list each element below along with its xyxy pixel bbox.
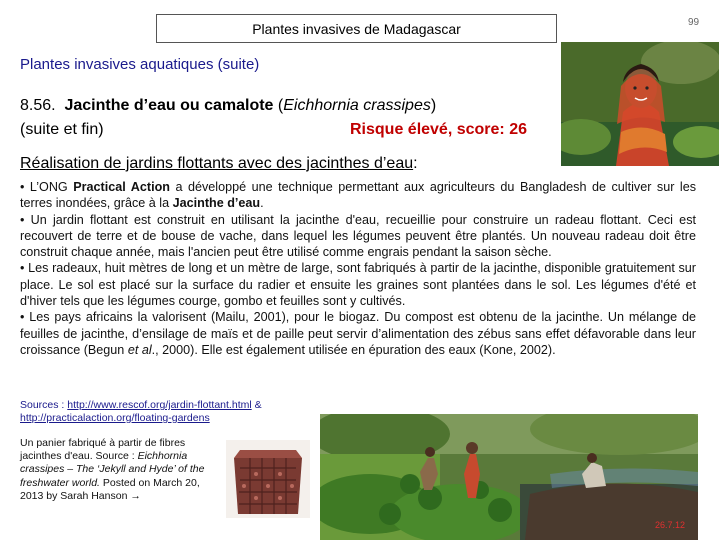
- p1-part-c: a développé une technique permettant aux agriculteurs du Bangladesh de cultiver sur les terres inondées, grâce à la: [20, 180, 697, 211]
- header-title-box: [156, 14, 557, 43]
- sources-amp: &: [251, 399, 262, 411]
- paragraph-2: • Un jardin flottant est construit en utilisant la jacinthe d'eau, recueillie pour construire un radeau flottant. Ceci est recouvert de terre et de bouse de vache, dans lequel les légumes peuvent être plantés. Un nouveau radeau doit être construit chaque année, mais l'ancien peut être utilisé comme engrais pendant la saison sèche.: [20, 212, 696, 260]
- p4-et-al: et al: [127, 342, 152, 357]
- sources-label: Sources :: [20, 399, 68, 411]
- source-link-rescof[interactable]: http://www.rescof.org/jardin-flottant.html: [67, 399, 252, 411]
- subheading-colon: :: [413, 155, 418, 172]
- page-number: 99: [688, 17, 700, 28]
- p4-part-c: ., 2000). Elle est également utilisée en épuration des eaux (Kone, 2002).: [151, 342, 556, 357]
- photo-hyacinth-basket: [226, 440, 310, 518]
- basket-caption: [20, 437, 220, 503]
- header-title: Plantes invasives de Madagascar: [252, 20, 461, 37]
- species-latin-name: Eichhornia crassipes: [283, 97, 431, 114]
- sources: [20, 399, 320, 425]
- caption-text-c: Posted on March 20, 2013 by Sarah Hanson: [20, 476, 200, 502]
- caption-text-a: Un panier fabriqué à partir de fibres jacinthes d'eau. Source :: [20, 437, 186, 463]
- p1-part-a: • L’ONG: [20, 180, 74, 194]
- photo-woman-illustration: [561, 42, 719, 166]
- caption-title: Eichhornia crassipes – The ‘Jekyll and Hyde’ of the freshwater world.: [20, 450, 205, 489]
- species-name: Jacinthe d’eau ou camalote: [64, 97, 274, 114]
- body-text: [20, 179, 696, 358]
- p1-ngo-name: Practical Action: [73, 180, 170, 194]
- paragraph-4: [20, 309, 696, 358]
- photo-woman-with-hyacinth: [561, 42, 719, 166]
- species-heading: 8.56. Jacinthe d’eau ou camalote (Eichhornia crassipes): [20, 97, 437, 114]
- photo-basket-illustration: [226, 440, 310, 518]
- paragraph-3: • Les radeaux, huit mètres de long et un mètre de large, sont fabriqués à partir de la jacinthe, disponible gratuitement sur place. Le sol est placé sur la surface du radier et ensuite les graines sont plantées dans le sol. Les légumes d'été et d'hiver tels que les légumes courge, gombo et feuilles sont y cultivés.: [20, 261, 696, 309]
- subheading: [20, 155, 418, 173]
- arrow-right-icon: →: [130, 489, 141, 502]
- paragraph-1: [20, 179, 696, 212]
- watermark: 26.7.12: [655, 520, 686, 530]
- source-link-practicalaction[interactable]: http://practicalaction.org/floating-gardens: [20, 412, 210, 424]
- subheading-text: Réalisation de jardins flottants avec des jacinthes d’eau: [20, 155, 414, 172]
- photo-farmers-illustration: [320, 414, 698, 540]
- species-suffix: (suite et fin): [20, 121, 104, 138]
- risk-score: Risque élevé, score: 26: [350, 121, 527, 138]
- p1-part-e: .: [260, 196, 264, 211]
- photo-floating-garden-farmers: [320, 414, 698, 540]
- section-title: Plantes invasives aquatiques (suite): [20, 56, 260, 73]
- p4-part-a: • Les pays africains la valorisent (Mailu, 2001), pour le biogaz. Du compost est obtenu de la jacinthe. Un mélange de feuilles de jacinthe, d’ensilage de maïs et de paille peut servir d’alimentation des zébus sans effet défavorable dans leur croissance (Begun: [20, 310, 696, 357]
- p1-plant-name: Jacinthe d’eau: [172, 196, 261, 211]
- species-number: 8.56.: [20, 97, 56, 114]
